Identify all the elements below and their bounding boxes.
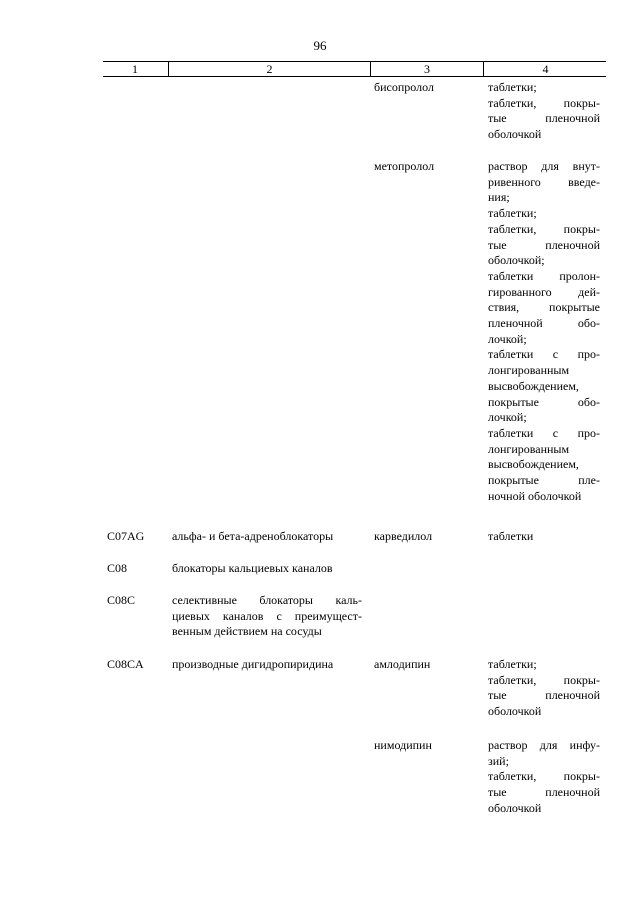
- drug-name: бисопролол: [374, 80, 434, 94]
- text-line: раствор для внут-: [488, 159, 600, 173]
- atc-code: C08CA: [107, 657, 144, 671]
- text-line: оболочкой: [488, 704, 542, 719]
- text-line: таблетки;: [488, 206, 537, 221]
- text-line: ривенного введе-: [488, 174, 600, 189]
- drug-name: амлодипин: [374, 657, 431, 671]
- text-line: пленочной обо-: [488, 316, 600, 331]
- drug-name: метопролол: [374, 159, 435, 173]
- text-line: оболочкой;: [488, 253, 545, 268]
- dosage-forms: [488, 159, 600, 504]
- header-col-1: 1: [132, 62, 138, 76]
- text-line: лонгированным: [488, 441, 570, 456]
- text-line: высвобождением,: [488, 457, 579, 472]
- drug-name: нимодипин: [374, 738, 432, 752]
- text-line: тые пленочной: [488, 785, 600, 800]
- text-line: циевых каналов с преимущест-: [172, 608, 362, 623]
- text-line: ния;: [488, 190, 510, 205]
- text-line: оболочкой: [488, 127, 542, 142]
- text-line: таблетки: [488, 529, 534, 543]
- text-line: таблетки, покры-: [488, 769, 600, 784]
- text-line: раствор для инфу-: [488, 738, 600, 752]
- text-line: таблетки с про-: [488, 347, 600, 362]
- pharmacological-group: [172, 529, 362, 545]
- text-line: таблетки;: [488, 80, 537, 94]
- text-line: альфа- и бета-адреноблокаторы: [172, 529, 334, 543]
- text-line: лочкой;: [488, 410, 527, 425]
- text-line: покрытые обо-: [488, 394, 600, 409]
- dosage-forms: [488, 529, 600, 545]
- atc-code: C08C: [107, 593, 136, 607]
- atc-code: C07AG: [107, 529, 145, 543]
- text-line: оболочкой: [488, 800, 542, 815]
- text-line: зий;: [488, 753, 509, 768]
- text-line: ствия, покрытые: [488, 300, 600, 315]
- text-line: таблетки, покры-: [488, 672, 600, 687]
- header-col-4: 4: [483, 62, 607, 76]
- header-col-3: 3: [370, 62, 483, 76]
- text-line: тые пленочной: [488, 237, 600, 252]
- text-line: таблетки с про-: [488, 425, 600, 440]
- text-line: высвобождением,: [488, 378, 579, 393]
- pharmacological-group: [172, 593, 362, 640]
- text-line: венным действием на сосуды: [172, 624, 322, 639]
- text-line: ночной оболочкой: [488, 488, 582, 503]
- text-line: лочкой;: [488, 331, 527, 346]
- text-line: покрытые пле-: [488, 473, 600, 488]
- text-line: тые пленочной: [488, 111, 600, 126]
- text-line: таблетки;: [488, 657, 537, 671]
- text-line: таблетки, покры-: [488, 221, 600, 236]
- dosage-forms: [488, 657, 600, 720]
- dosage-forms: [488, 738, 600, 817]
- dosage-forms: [488, 80, 600, 143]
- atc-code: C08: [107, 561, 128, 575]
- text-line: блокаторы кальциевых каналов: [172, 561, 333, 575]
- text-line: селективные блокаторы каль-: [172, 593, 362, 607]
- text-line: производные дигидропиридина: [172, 657, 334, 671]
- text-line: гированного дей-: [488, 284, 600, 299]
- page-number: 96: [313, 38, 327, 53]
- text-line: тые пленочной: [488, 688, 600, 703]
- text-line: лонгированным: [488, 363, 570, 378]
- pharmacological-group: [172, 657, 362, 673]
- text-line: таблетки пролон-: [488, 268, 600, 283]
- table-header: [103, 61, 606, 77]
- drug-name: карведилол: [374, 529, 433, 543]
- pharmacological-group: [172, 561, 362, 577]
- header-col-2: 2: [168, 62, 370, 76]
- text-line: таблетки, покры-: [488, 95, 600, 110]
